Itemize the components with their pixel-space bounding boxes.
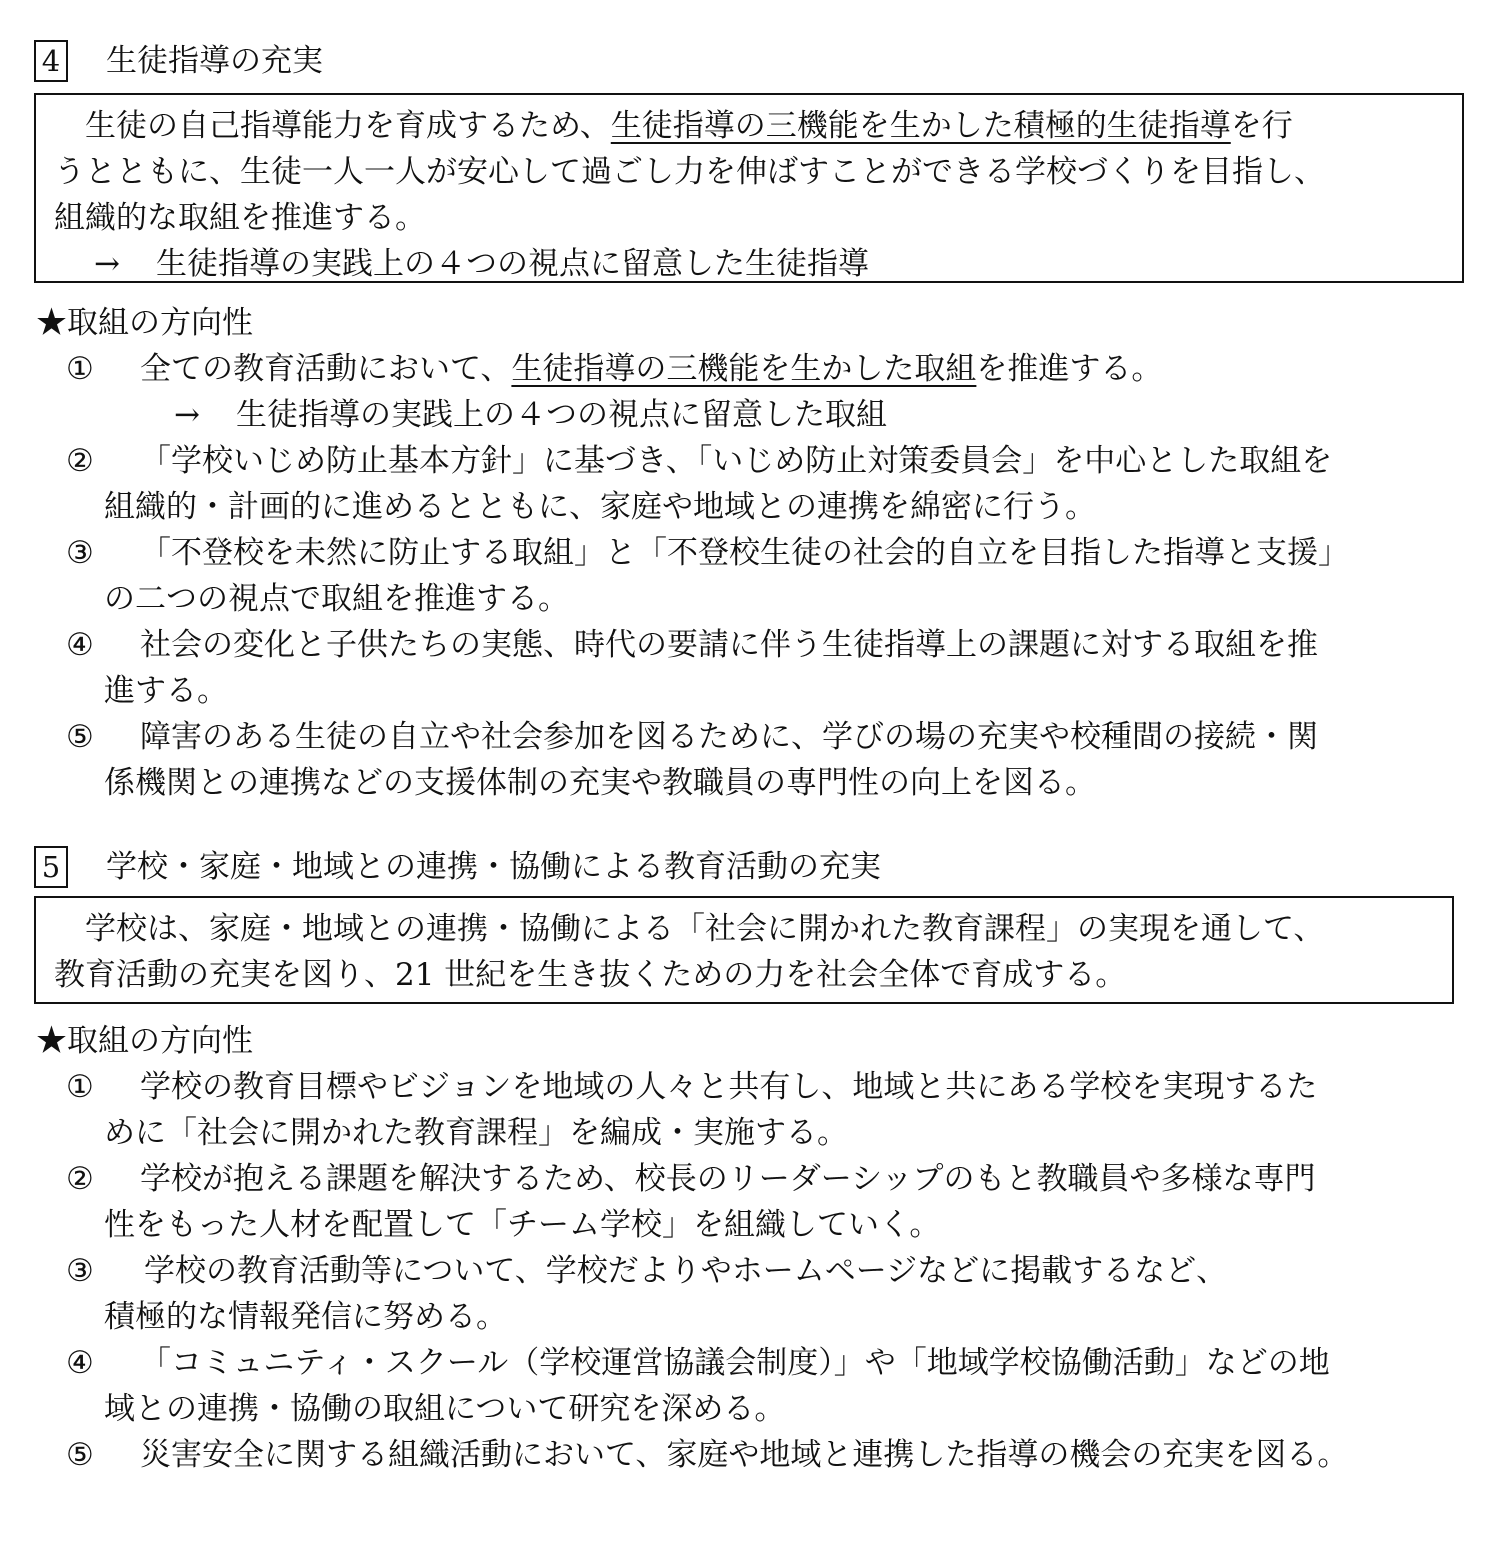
item-number: ② — [66, 443, 94, 479]
section-5-number: 5 — [34, 846, 68, 888]
list-item — [66, 1340, 1466, 1432]
item-text-part: 全ての教育活動において、 — [140, 351, 512, 387]
item-number: ③ — [66, 1253, 94, 1289]
item-text-line-2: 域との連携・協働の取組について研究を深める。 — [104, 1391, 786, 1427]
box-text: 生徒の自己指導能力を育成するため、 — [85, 108, 611, 144]
section-4-heading — [34, 38, 323, 84]
list-item — [66, 346, 1466, 438]
item-text-line-2: 性をもった人材を配置して「チーム学校」を組織していく。 — [104, 1207, 941, 1243]
list-item — [66, 1156, 1466, 1248]
section-5-box-line-2: 教育活動の充実を図り、21 世紀を生き抜くための力を社会全体で育成する。 — [54, 957, 1127, 993]
item-number: ⑤ — [66, 1437, 94, 1473]
item-sub-text: 生徒指導の実践上の４つの視点に留意した取組 — [235, 397, 887, 433]
item-number: ③ — [66, 535, 94, 571]
list-item — [66, 1064, 1466, 1156]
section-4-box-line-1 — [54, 103, 1448, 149]
item-underlined-text: 生徒指導の三機能を生かした取組 — [511, 351, 977, 387]
section-5-box-line-1: 学校は、家庭・地域との連携・協働による「社会に開かれた教育課程」の実現を通して、 — [85, 911, 1325, 947]
section-5-summary-box — [34, 896, 1454, 1004]
section-4-number: 4 — [34, 40, 68, 82]
section-5-direction-list — [66, 1064, 1466, 1478]
section-4-box-line-2: うとともに、生徒一人一人が安心して過ごし力を伸ばすことができる学校づくりを目指し、 — [54, 154, 1325, 190]
list-item — [66, 438, 1466, 530]
item-text-line-1: 学校の教育活動等について、学校だよりやホームページなどに掲載するなど、 — [144, 1253, 1228, 1289]
item-number: ④ — [66, 1345, 94, 1381]
item-number: ① — [66, 351, 94, 387]
box-underlined-text: 生徒指導の三機能を生かした積極的生徒指導 — [610, 108, 1231, 144]
section-4-title: 生徒指導の充実 — [106, 43, 323, 79]
item-text-line-1: 障害のある生徒の自立や社会参加を図るために、学びの場の充実や校種間の接続・関 — [140, 719, 1318, 755]
arrow-icon: → — [94, 246, 120, 282]
item-text-line-2: の二つの視点で取組を推進する。 — [104, 581, 569, 617]
item-text-line-1: 社会の変化と子供たちの実態、時代の要請に伴う生徒指導上の課題に対する取組を推 — [140, 627, 1318, 663]
section-4-box-arrow-line — [54, 241, 1448, 287]
item-number: ② — [66, 1161, 94, 1197]
section-4-summary-box — [34, 93, 1464, 283]
item-text-line-1: 「不登校を未然に防止する取組」と「不登校生徒の社会的自立を目指した指導と支援」 — [140, 535, 1349, 571]
item-text-line-2: 進する。 — [104, 673, 228, 709]
list-item — [66, 622, 1466, 714]
item-text-line-2: 積極的な情報発信に努める。 — [104, 1299, 507, 1335]
box-text: を行 — [1230, 108, 1293, 144]
item-sub-line — [104, 392, 1466, 438]
item-text-line-2: めに「社会に開かれた教育課程」を編成・実施する。 — [104, 1115, 848, 1151]
section-4-direction-list — [66, 346, 1466, 806]
section-4-direction-heading: ★取組の方向性 — [36, 305, 253, 341]
item-text-part: を推進する。 — [976, 351, 1163, 387]
item-text — [104, 346, 1466, 392]
item-text-line-1: 災害安全に関する組織活動において、家庭や地域と連携した指導の機会の充実を図る。 — [140, 1437, 1349, 1473]
item-number: ① — [66, 1069, 94, 1105]
item-text-line-1: 「学校いじめ防止基本方針」に基づき、「いじめ防止対策委員会」を中心とした取組を — [140, 443, 1333, 479]
item-text-line-2: 組織的・計画的に進めるとともに、家庭や地域との連携を綿密に行う。 — [104, 489, 1096, 525]
section-4-box-line-3: 組織的な取組を推進する。 — [54, 200, 426, 236]
list-item — [66, 714, 1466, 806]
section-5-heading — [34, 844, 881, 890]
item-text-line-2: 係機関との連携などの支援体制の充実や教職員の専門性の向上を図る。 — [104, 765, 1096, 801]
item-number: ④ — [66, 627, 94, 663]
item-text-line-1: 「コミュニティ・スクール（学校運営協議会制度）」や「地域学校協働活動」などの地 — [140, 1345, 1330, 1381]
arrow-line-text: 生徒指導の実践上の４つの視点に留意した生徒指導 — [155, 246, 869, 282]
list-item — [66, 1432, 1466, 1478]
list-item — [66, 1248, 1466, 1340]
item-number: ⑤ — [66, 719, 94, 755]
section-5-title: 学校・家庭・地域との連携・協働による教育活動の充実 — [106, 849, 881, 885]
section-5-direction-heading: ★取組の方向性 — [36, 1023, 253, 1059]
arrow-icon: → — [174, 397, 200, 433]
list-item — [66, 530, 1466, 622]
item-text-line-1: 学校の教育目標やビジョンを地域の人々と共有し、地域と共にある学校を実現するた — [140, 1069, 1318, 1105]
item-text-line-1: 学校が抱える課題を解決するため、校長のリーダーシップのもと教職員や多様な専門 — [140, 1161, 1316, 1197]
